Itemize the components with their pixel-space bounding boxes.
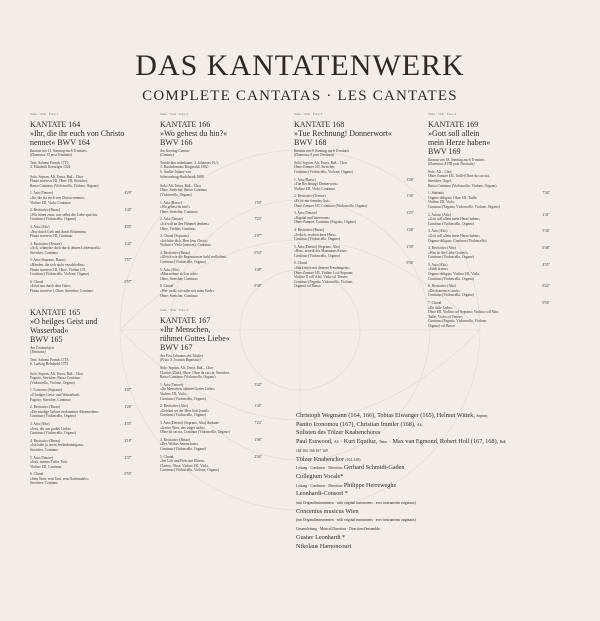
movement-row [30,258,132,276]
performer-role: Alt; [416,422,423,427]
movement-title: 5. Choral »Sei Lob und Preis mit Ehren« Clarino, Oboe, Violino I/II, Viola, Continuo (Violoncello, Violone, Organo) [160,454,220,473]
movement-title: 6. Choral »Stärk mich mit deinem Freudengeist« Oboe d'amore I/II, Violino I col Soprano; Violino II coll'Alto; Viola col Tenore; Continuo (Fagotto, Violoncello, Violone, Organo) col Basso [294,261,354,289]
scoring-text: Solo: Sopran, Alt, Tenor, Baß – Chor Clarino (Zink), Oboe, Oboe da caccia, Streicher, Basso Continuo (Violoncello, Organo) [160,366,230,380]
movement-row [294,245,414,259]
performer-line [296,482,562,491]
movement-row [428,191,550,209]
movement-title: 3. Choral (Soprano) »Ich bitte dich, Herr Jesu Christ« Violino e Viola (unisoni), Continuo [160,234,211,248]
movement-title: 3. Aria (Tenore) »Kapital und Interessen« Oboe d'amore, Continuo (Fagotto, Organo) [294,211,357,225]
movement-duration: 1'45" [254,404,262,409]
movement-title: 2. Arioso (Alto) »Gott soll allein mein Herze haben« Continuo (Violoncello, Organo) [428,212,480,226]
record-side-label: Seite · Side · Face 2 [160,112,189,116]
performer-name: Gustav Leonhardt * [296,533,346,541]
occasion-note: Am Sonntag Cantate (Cantate) [160,148,190,158]
movement-title: 2. Recitativo (Tenore) »Es ist nur fremdes Gut« Oboe d'amore I/II, Continuo (Violoncello, Organo) [294,194,368,208]
page-subtitle: COMPLETE CANTATAS · LES CANTATES [142,88,458,104]
movement-duration: 2'07" [254,234,262,239]
movement-duration: 2'18" [124,438,132,443]
movement-title: 3. Aria (Duetto) (Soprano, Alto) Andante »Gottes Wort, das trüget nicht« Oboe da caccia, Continuo (Violoncello, Organo) [160,420,230,435]
movement-title: 3. Aria (Alto) »Nur durch Lieb und durch Erbarmen« Flauto traverso I/II, Continuo [30,224,87,239]
movement-duration: 2'41" [542,212,550,217]
movement-row [428,263,550,281]
movement-title: 1. Aria (Tenore) »Ihr Menschen, rühmet Gottes Liebe« Violino I/II, Viola, Continuo (Violoncello, Organo) [160,382,215,401]
performer-role: Baß [499,440,506,445]
performer-name: Christoph Wegmann (164, 166), Tobias Eiwanger (165), Helmut Wittek, [296,412,477,419]
performer-role: (mit Originalinstrumenten · with original instruments · avec instruments originaux) [296,501,416,506]
movement-duration: 3'07" [124,388,132,393]
movement-row [428,246,550,260]
performer-name: Solisten des Tölzer Knabenchores [296,429,381,437]
movement-title: 2. Aria (Tenore) »Ich will an den Himmel denken« Oboe, Violino, Continuo [160,217,210,231]
performer-line [296,543,562,552]
performer-name: Leonhardt-Consort * [296,490,348,498]
scoring-text: Solo: Sopran, Alt, Tenor, Baß – Chor Oboe d'amore I/II, Streicher, Continuo (Violoncello, Violone, Organo) [294,160,354,174]
occasion-note: Kantate am 18. Sonntag nach Trinitatis (Dominica XVIII post Trinitatis) [428,157,485,167]
movement-row [30,388,132,402]
movement-duration: 2'36" [254,454,262,459]
performer-role: Sopran; [476,414,488,418]
movement-row [294,228,414,242]
movement-duration: 1'45" [124,208,132,213]
performer-name: Gerhard Schmidt-Gaden [343,464,405,472]
cantata-column [294,112,414,289]
movement-row [160,201,262,215]
cantata-column [160,112,262,473]
movement-title: 5. Aria (Duetto) (Soprano, Alto) »Herz, zerreiß des Mammons Kette« Continuo (Violoncello, Organo) [294,244,347,258]
movement-title: 1. Concerto (Soprano) »O heilges Geist- und Wasserbad« Fagotto, Streicher, Continuo [30,388,80,402]
movement-row [160,421,262,435]
performer-role: Leitung · Conductor · Direction: [296,466,344,471]
cantata-column [30,112,132,486]
performer-name: Collegium Vocale* [296,472,344,480]
movement-title: 1. Aria (Tenore) »Ihr, die ihr euch von Christo nennet« Violino I/II, Viola, Continuo [30,191,85,205]
movement-title: 3. Aria (Alto) »Jesu, der aus großer Liebe« Continuo (Violoncello, Organo) [30,421,76,436]
cantata-heading: KANTATE 168 »Tue Rechnung! Donnerwort« BWV 168 [294,119,392,147]
performer-name: Tölzer Knabenchor [296,455,346,463]
movement-title: 4. Recitativo (Basso) »Des Weibes Samen kam« Continuo (Violoncello, Organo) [160,437,206,451]
movement-duration: 1'36" [406,194,414,199]
scoring-text: Textdichter unbekannt; 3. Johannes 16,5; 3. Bartholomäus Ringwaldt 1582; 6. Ämilie Juliane von Schwarzburg-Rudolstadt 1688 Solo: Alt, Tenor, Baß – Chor Oboe, Streicher, Basso Continuo (Violoncello, Organo) [160,160,220,197]
movement-duration: 4'29" [124,191,132,196]
movement-row [30,225,132,239]
performer-line [296,499,562,508]
performer-line [296,438,562,447]
record-side-label: Seite · Side · Face 4 [428,112,457,116]
movement-duration: 0'55" [124,472,132,477]
movement-duration: 3'26" [406,177,414,182]
movement-duration: 5'42" [254,382,262,387]
movement-title: 1. Sinfonia Organo obligato, Oboe I/II, Taille, Violino I/II, Viola, Continuo (Fagotto, Violoncello, Violone, Organo) [428,191,500,209]
movement-duration: 2'37" [124,455,132,460]
movement-row [294,261,414,289]
scoring-text: Text: Salomo Franck 1715; 6. Ludwig Helmbold 1575 Solo: Sopran, Alt, Tenor, Baß – Chor Fagotto, Streicher, Basso Continuo (Violoncello, Violone, Organo) [30,357,84,385]
cantata-heading: KANTATE 167 »Ihr Menschen, rühmet Gottes Liebe« BWV 167 [160,315,230,352]
movement-duration: 7'23" [254,217,262,222]
movement-duration: 0'22" [542,284,550,289]
movement-row [30,280,132,294]
movement-row [160,268,262,282]
performer-role: (164–169) [345,457,361,462]
performer-line [296,429,562,438]
movement-title: 4. Recitativo (Basso) »Ich habe ja, mein Seelenbräutigam« Streicher, Continuo [30,438,84,452]
movement-title: 6. Choral »Wer weiß, wie nahe mir mein Ende« Oboe, Streicher, Continuo [160,284,215,298]
performers-block [296,412,562,551]
performer-name: · Max van Egmond, Robert Holl (167, 168), [387,438,500,446]
movement-duration: 7'24" [254,420,262,425]
performer-line [296,464,562,473]
movement-title: 2. Recitativo (Alto) »Gelobet sei der Herr Gott Israel« Continuo (Violoncello, Organo) [160,404,209,418]
performer-line [296,412,562,421]
movement-title: 6. Choral »Sein Wort, sein Tauf, sein Nachtmahle« Streicher, Continuo [30,472,89,486]
scoring-text: Solo: Alt – Chor Oboe d'amore I/II, Taille (Oboe da caccia), Streicher, Orgel, Basso Continuo (Violoncello, Violone, Organo) [428,169,497,188]
movement-title: 4. Recitativo (Basso) »Jedoch, erschrocknes Herz« Continuo (Violoncello, Organo) [294,227,340,242]
cantata-heading: KANTATE 169 »Gott soll allein mein Herze haben« BWV 169 [428,119,491,156]
movement-duration: 1'26" [406,227,414,232]
movement-title: 6. Recitativo (Alto) »Doch meint es auch« Continuo (Violoncello, Organo) [428,284,474,298]
performer-line [296,421,562,430]
movement-duration: 0'49" [254,284,262,289]
movement-duration: 4'05" [124,224,132,229]
movement-duration: 3'25" [406,211,414,216]
movement-row [30,472,132,486]
movement-title: 5. Aria (Alto) »Man nehme sich in acht« Oboe, Streicher, Continuo [160,267,198,281]
performer-role: Alt [334,440,339,445]
performer-line [296,473,562,482]
movement-title: 4. Recitativo (Alto) »Was ist die Liebe Gottes?« Continuo (Violoncello, Organo) [428,246,474,260]
movement-row [30,456,132,470]
cantata-heading: KANTATE 165 »O heilges Geist und Wasserbad« BWV 165 [30,307,98,344]
cantata-heading: KANTATE 166 »Wo gehest du hin?« BWV 166 [160,119,228,147]
occasion-note: Am Trinitatisfest (Trinitatis) [30,345,54,355]
performer-role: (mit Originalinstrumenten · with original instruments · avec instruments originaux) [296,518,416,523]
performer-name: Nikolaus Harnoncourt [296,542,352,550]
performer-name: Paul Esswood, [296,438,334,446]
performer-line [296,490,562,499]
movement-duration: 4'05" [124,421,132,426]
movement-duration: 0'56" [542,301,550,306]
page-title: DAS KANTATENWERK [135,49,465,82]
performer-role: 164·165·166·167·169 [296,448,328,453]
movement-row [160,438,262,452]
movement-duration: 7'34" [542,191,550,196]
movement-row [160,383,262,401]
performer-line [296,516,562,525]
movement-title: 5. Aria (Soprano, Basso) »Händen, die sich nicht verschließen« Flauto traverso I/II, Oboe, Violino I/II, Continuo (Violoncello, Violone, Organo) [30,258,90,277]
movement-duration: 0'54" [254,250,262,255]
movement-duration: 5'34" [542,229,550,234]
movement-duration: 3'49" [254,267,262,272]
record-side-label: Seite · Side · Face 1 [30,112,59,116]
movement-row [428,301,550,329]
movement-duration: 0'56" [406,261,414,266]
performer-name: · Kurt Equiluz, [338,438,379,446]
movement-row [160,284,262,298]
movement-row [294,178,414,192]
movement-row [160,251,262,265]
movement-row [294,211,414,225]
performer-line [296,525,562,534]
movement-title: 4. Recitativo (Tenore) »Ach, schmelze doch durch deinen Liebesstrahl« Streicher, Continuo [30,241,101,255]
movement-duration: 2'30" [406,244,414,249]
movement-title: 5. Aria (Tenore) »Jesu, meines Todes Tod« Violino I/II, Continuo [30,455,68,469]
movement-title: 1. Aria (Basso) »Tue Rechnung! Donnerwort« Violino I/II, Viola, Continuo [294,177,338,191]
movement-duration: 1'06" [254,437,262,442]
movement-row [160,404,262,418]
movement-title: 5. Aria (Alto) »Stirb in mir« Organo obligato, Violino I/II, Viola, Continuo (Violoncello, Organo) [428,262,480,281]
movement-duration: 0'48" [542,246,550,251]
movement-row [160,234,262,248]
movement-duration: 0'57" [124,279,132,284]
performer-line [296,456,562,465]
performer-role: Tenor [378,440,388,445]
movement-row [30,242,132,256]
movement-row [160,455,262,473]
movement-row [428,213,550,227]
record-side-label: Seite · Side · Face 3 [294,112,323,116]
movement-row [428,284,550,298]
performer-line [296,534,562,543]
movement-title: 2. Recitativo (Basso) »Die sündige Geburt verdammter Adamserben« Continuo (Violoncello, Organo) [30,405,99,419]
movement-title: 7. Choral »Du süße Liebe« Oboe I/II, Violino col Soprano; Violino coll'Alto; Taille, Viola col Tenore; Continuo (Fagotto, Violoncello, Violone, Organo) col Basso [428,301,499,328]
cantata-column [428,112,550,329]
performer-name: Panito Iconomou (167), Christian Immler (168), [296,420,417,428]
performer-name: Philippe Herreweghe [343,481,397,489]
movement-title: 3. Aria (Alto) »Gott soll allein mein Herze haben« Organo obligato, Continuo (Violoncello) [428,229,487,243]
movement-row [160,217,262,231]
performer-name: Concentus musicus Wien [296,507,359,515]
movement-title: 2. Recitativo (Basso) »Wir hören zwar, was selbst die Liebe spricht« Continuo (Violoncello, Organo) [30,208,98,222]
movement-row [30,208,132,222]
movement-duration: 1'26" [124,405,132,410]
movement-duration: 5'57" [124,258,132,263]
movement-title: 6. Choral »Ertöt uns durch dein Güte« Flauto traverso I, Oboe, Streicher, Continuo [30,279,94,294]
performer-role: Leitung · Conductor · Direction: [296,483,344,488]
movement-row [30,405,132,419]
movement-duration: 4'55" [542,262,550,267]
movement-row [30,439,132,453]
cantata-heading: KANTATE 164 »Ihr, die ihr euch von Christo nennet« BWV 164 [30,119,125,147]
movement-row [428,229,550,243]
movement-title: 4. Recitativo (Basso) »Gleich wie die Regenwasser bald verfließen« Continuo (Violoncello, Organo) [160,250,227,265]
movement-title: 1. Aria (Basso) »Wo gehest du hin?« Oboe, Streicher, Continuo [160,200,198,214]
scoring-text: Text: Salomo Franck 1715; 4. Elisabeth Kreuziger 1524 Solo: Sopran, Alt, Tenor, Baß – Chor Flauto traverso I/II, Oboe I/II, Streicher, Basso Continuo (Violoncello, Violone, Organo) [30,160,99,188]
record-side-label: Seite · Side · Face 3 [160,308,189,313]
performer-line [296,447,562,456]
occasion-note: Am Fest Johannis des Täufers (Festo S. Joannis Baptistae) [160,353,204,363]
movement-row [30,422,132,436]
movement-duration: 1'59" [254,200,262,205]
movement-row [30,191,132,205]
movement-row [294,194,414,208]
occasion-note: Kantate am 9. Sonntag nach Trinitatis (Dominica 9 post Trinitatis) [294,148,349,158]
performer-role: Gesamtleitung · Musical Direction · Direction d'ensemble: [296,527,381,532]
movement-duration: 1'42" [124,241,132,246]
occasion-note: Kantate am 13. Sonntag nach Trinitatis (Dominica 13 post Trinitatis) [30,148,87,158]
performer-line [296,508,562,517]
